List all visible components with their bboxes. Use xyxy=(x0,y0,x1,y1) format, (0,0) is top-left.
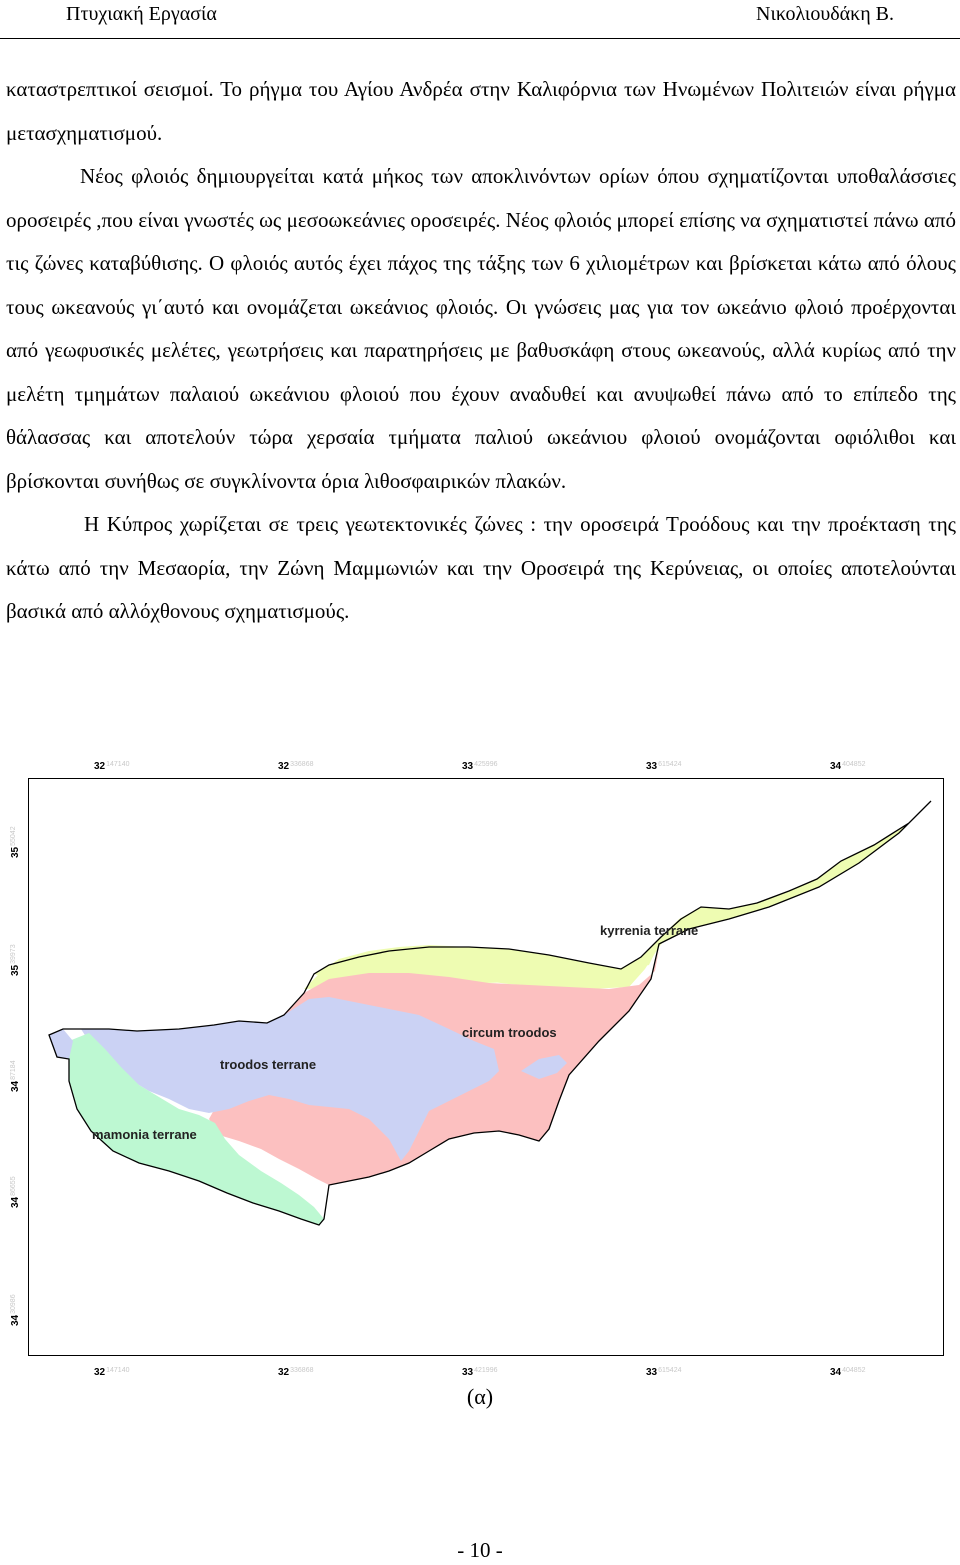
top-coord-4: $33^{615424}$ xyxy=(646,761,682,772)
top-coord-5: $34^{404852}$ xyxy=(830,761,866,772)
left-coord-4: $34^{86655}$ xyxy=(10,1176,21,1208)
mamonia-label: mamonia terrane xyxy=(92,1127,197,1142)
page-number: - 10 - xyxy=(457,1538,503,1562)
bottom-coord-5: $34^{404852}$ xyxy=(830,1367,866,1378)
troodos-label: troodos terrane xyxy=(220,1057,317,1072)
bottom-coord-2: $32^{336868}$ xyxy=(278,1367,314,1378)
body-text xyxy=(6,68,956,634)
circum-troodos-label: circum troodos xyxy=(462,1025,557,1040)
geology-map xyxy=(29,779,943,1355)
paragraph-1: καταστρεπτικοί σεισμοί. Το ρήγμα του Αγίου Ανδρέα στην Καλιφόρνια των Ηνωμένων Πολιτειών είναι ρήγμα μετασχηματισμού. xyxy=(6,77,956,145)
figure-caption: (α) xyxy=(466,1384,494,1409)
bottom-coord-4: $33^{615424}$ xyxy=(646,1367,682,1378)
paragraph-2: Νέος φλοιός δημιουργείται κατά μήκος των αποκλινόντων ορίων όπου σχηματίζονται υποθαλάσσιες οροσειρές ,που είναι γνωστές ως μεσοωκεάνιες οροσειρές. Νέος φλοιός μπορεί επίσης να σχηματιστεί πάνω από τις ζώνες καταβύθισης. Ο φλοιός αυτός έχει πάχος της τάξης των 6 χιλιομέτρων και βρίσκεται κάτω από όλους τους ωκεανούς γι΄αυτό και ονομάζεται ωκεάνιος φλοιός. Οι γνώσεις μας για τον ωκεάνιο φλοιό προέρχονται από γεωφυσικές μελέτες, γεωτρήσεις και παρατηρήσεις με βαθυσκάφη στους ωκεανούς, αλλά κυρίως από την μελέτη τμημάτων παλαιού ωκεάνιου φλοιού που έχουν αναδυθεί και ανυψωθεί πάνω από το επίπεδο της θάλασσας και αποτελούν τώρα χερσαία τμήματα παλιού ωκεάνιου φλοιού ονομάζονται οφιόλιθοι και βρίσκονται συνήθως σε συγκλίνοντα όρια λιθοσφαιρικών πλακών. xyxy=(6,164,956,493)
map-frame xyxy=(28,778,944,1356)
kyrrenia-label: kyrrenia terrane xyxy=(600,923,699,938)
top-coord-2: $32^{336868}$ xyxy=(278,761,314,772)
left-coord-2: $35^{39973}$ xyxy=(10,944,21,976)
left-coord-5: $34^{30986}$ xyxy=(10,1294,21,1326)
header-author: Νικολιουδάκη Β. xyxy=(756,3,894,25)
header-title: Πτυχιακή Εργασία xyxy=(66,3,217,25)
top-coord-1: $32^{147140}$ xyxy=(94,761,130,772)
left-coord-1: $35^{55042}$ xyxy=(10,826,21,858)
bottom-coord-1: $32^{147140}$ xyxy=(94,1367,130,1378)
bottom-coord-3: $33^{421996}$ xyxy=(462,1367,498,1378)
page-header xyxy=(0,0,960,39)
left-coord-3: $34^{87184}$ xyxy=(10,1060,21,1092)
paragraph-3: Η Κύπρος χωρίζεται σε τρεις γεωτεκτονικές ζώνες : την οροσειρά Τροόδους και την προέκταση της κάτω από την Μεσαορία, την Ζώνη Μαμμωνιών και την Οροσειρά της Κερύνειας, οι οποίες αποτελούνται βασικά από αλλόχθονους σχηματισμούς. xyxy=(6,512,956,623)
top-coord-3: $33^{425996}$ xyxy=(462,761,498,772)
